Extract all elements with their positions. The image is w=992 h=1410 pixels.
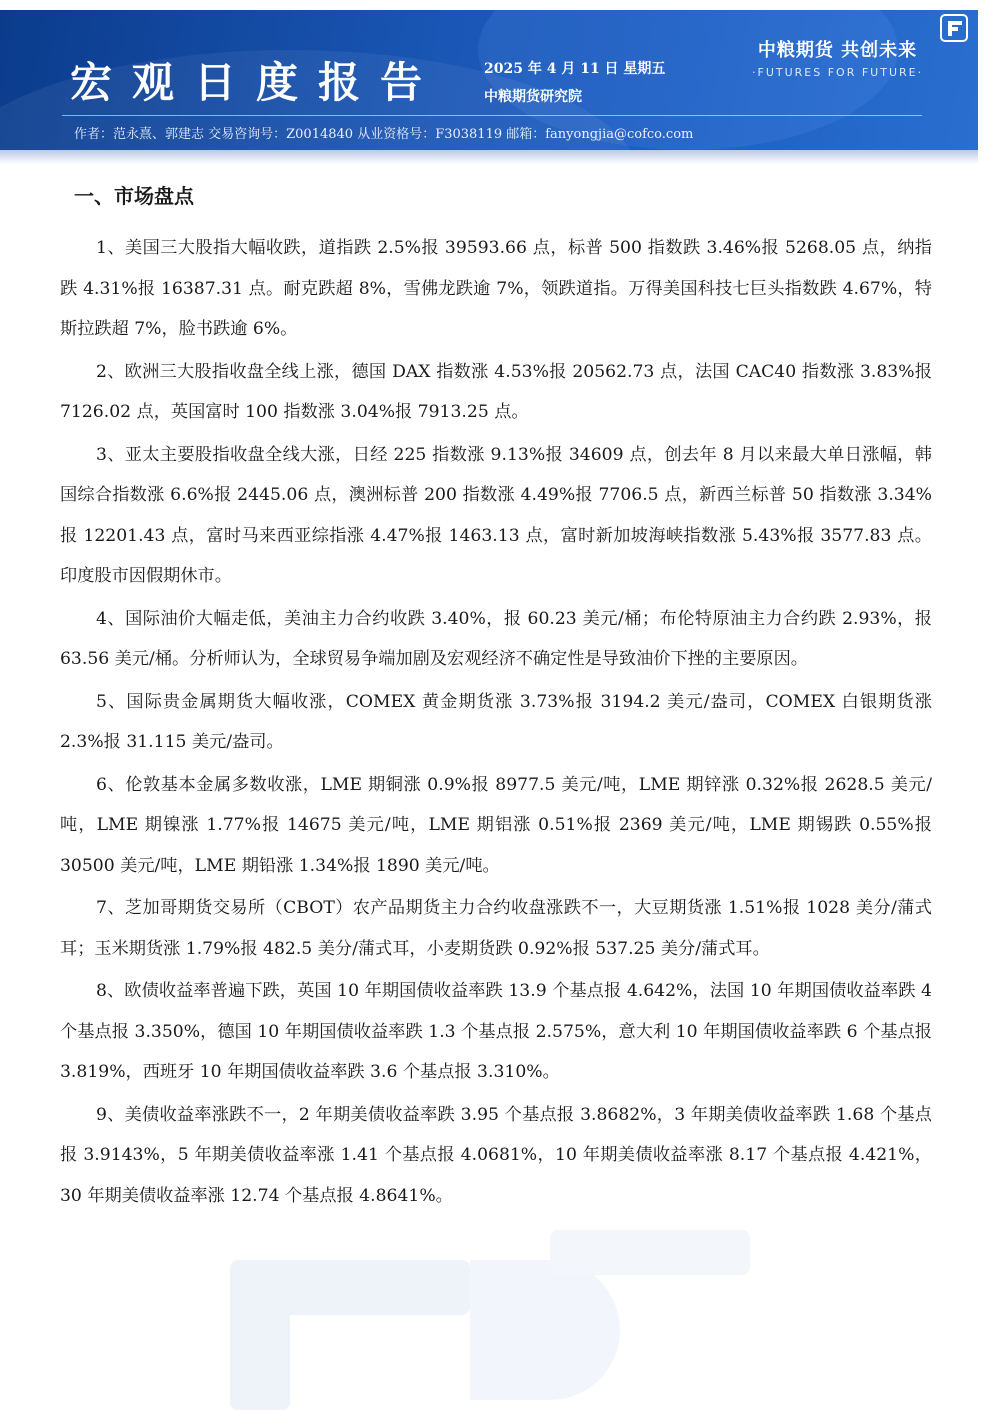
report-body [60,228,932,1218]
cofco-logo-icon [940,14,968,42]
paragraph-base-metals: 6、伦敦基本金属多数收涨，LME 期铜涨 0.9%报 8977.5 美元/吨，LME 期锌涨 0.32%报 2628.5 美元/吨，LME 期镍涨 1.77%报 14675 美元/吨，LME 期铝涨 0.51%报 2369 美元/吨，LME 期锡跌 0.55%报 30500 美元/吨，LME 期铅涨 1.34%报 1890 美元/吨。 [60,774,932,876]
paragraph-oil: 4、国际油价大幅走低，美油主力合约收跌 3.40%，报 60.23 美元/桶；布伦特原油主力合约跌 2.93%，报 63.56 美元/桶。分析师认为，全球贸易争端加剧及宏观经济不确定性是导致油价下挫的主要原因。 [60,608,932,669]
paragraph-us-stocks: 1、美国三大股指大幅收跌，道指跌 2.5%报 39593.66 点，标普 500 指数跌 3.46%报 5268.05 点，纳指跌 4.31%报 16387.31 点。耐克跌超 8%，雪佛龙跌逾 7%，领跌道指。万得美国科技七巨头指数跌 4.67%，特斯拉跌超 7%，脸书跌逾 6%。 [60,238,932,339]
logo-slogan: ·FUTURES FOR FUTURE· [752,66,924,79]
company-logo [752,36,923,79]
paragraph-us-bonds: 9、美债收益率涨跌不一，2 年期美债收益率跌 3.95 个基点报 3.8682%，3 年期美债收益率跌 1.68 个基点报 3.9143%，5 年期美债收益率涨 1.41 个基点报 4.0681%，10 年期美债收益率涨 8.17 个基点报 4.421%，30 年期美债收益率涨 12.74 个基点报 4.8641%。 [60,1104,932,1206]
report-date: 2025 年 4 月 11 日 星期五 [484,61,666,77]
report-header [0,10,978,150]
header-shadow [0,150,978,164]
section-heading: 一、市场盘点 [74,184,194,208]
report-institute: 中粮期货研究院 [484,89,582,105]
paragraph-asia-stocks: 3、亚太主要股指收盘全线大涨，日经 225 指数涨 9.13%报 34609 点，创去年 8 月以来最大单日涨幅，韩国综合指数涨 6.6%报 2445.06 点，澳洲标普 200 指数涨 4.49%报 7706.5 点，新西兰标普 50 指数涨 3.34%报 12201.43 点，富时马来西亚综指涨 4.47%报 1463.13 点，富时新加坡海峡指数涨 5.43%报 3577.83 点。印度股市因假期休市。 [60,444,932,586]
paragraph-agriculture: 7、芝加哥期货交易所（CBOT）农产品期货主力合约收盘涨跌不一，大豆期货涨 1.51%报 1028 美分/蒲式耳；玉米期货涨 1.79%报 482.5 美分/蒲式耳，小麦期货跌 0.92%报 537.25 美分/蒲式耳。 [60,898,932,959]
author-info: 作者：范永熹、郭建志 交易咨询号：Z0014840 从业资格号：F3038119 邮箱：fanyongjia@cofco.com [74,127,694,142]
header-divider [62,115,922,116]
paragraph-euro-bonds: 8、欧债收益率普遍下跌，英国 10 年期国债收益率跌 13.9 个基点报 4.642%，法国 10 年期国债收益率跌 4 个基点报 3.350%，德国 10 年期国债收益率跌 1.3 个基点报 2.575%，意大利 10 年期国债收益率跌 6 个基点报 3.819%，西班牙 10 年期国债收益率跌 3.6 个基点报 3.310%。 [60,981,932,1082]
paragraph-precious-metals: 5、国际贵金属期货大幅收涨，COMEX 黄金期货涨 3.73%报 3194.2 美元/盎司，COMEX 白银期货涨 2.3%报 31.115 美元/盎司。 [60,691,932,752]
background-watermark [230,1230,750,1410]
report-title: 宏观日度报告 [70,58,443,107]
logo-main-text: 中粮期货 共创未来 [757,40,918,61]
paragraph-europe-stocks: 2、欧洲三大股指收盘全线上涨，德国 DAX 指数涨 4.53%报 20562.73 点，法国 CAC40 指数涨 3.83%报 7126.02 点，英国富时 100 指数涨 3.04%报 7913.25 点。 [60,361,932,422]
